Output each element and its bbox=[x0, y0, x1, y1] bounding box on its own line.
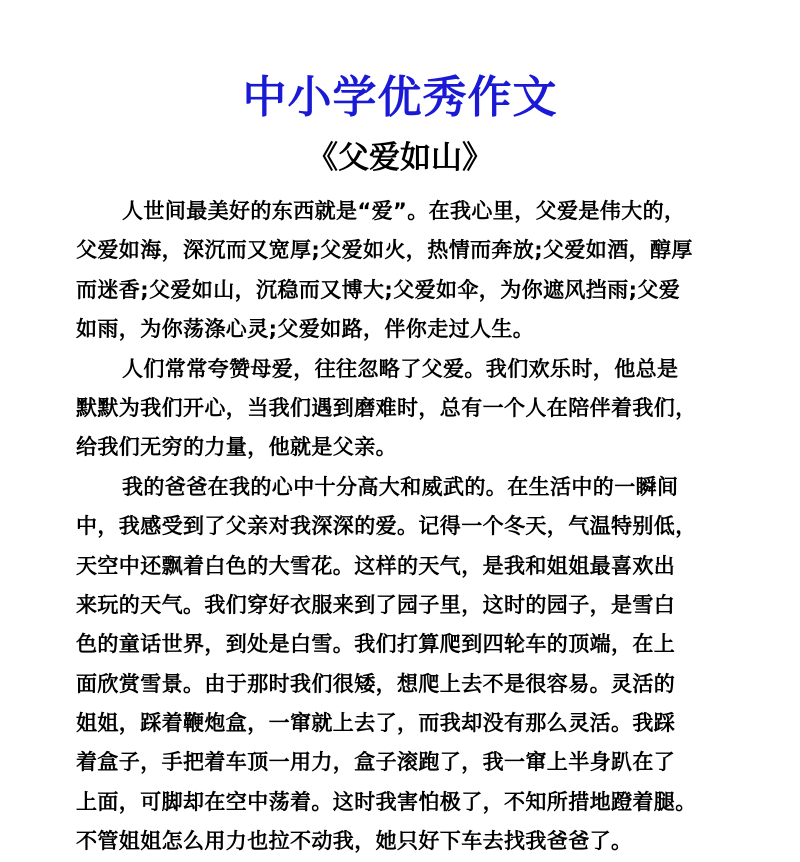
essay-title: 《父爱如山》 bbox=[307, 140, 493, 176]
site-title: 中小学优秀作文 bbox=[242, 72, 558, 123]
paragraph-3-line-8: 着盒子，手把着车顶一用力，盒子滚跑了，我一窜上半身趴在了 bbox=[76, 750, 676, 775]
paragraph-2-line-3: 给我们无穷的力量，他就是父亲。 bbox=[76, 435, 397, 460]
paragraph-1-line-1: 人世间最美好的东西就是“爱”。在我心里，父爱是伟大的， bbox=[122, 199, 686, 223]
paragraph-2-line-1: 人们常常夸赞母爱，往往忽略了父爱。我们欢乐时，他总是 bbox=[122, 356, 679, 381]
essay-body bbox=[76, 192, 736, 862]
paragraph-2-line-2: 默默为我们开心，当我们遇到磨难时，总有一个人在陪伴着我们， bbox=[76, 395, 697, 420]
paragraph-3-line-2: 中，我感受到了父亲对我深深的爱。记得一个冬天，气温特别低， bbox=[76, 514, 697, 539]
paragraph-3-line-3: 天空中还飘着白色的大雪花。这样的天气，是我和姐姐最喜欢出 bbox=[76, 553, 676, 578]
paragraph-3-line-9: 上面，可脚却在空中荡着。这时我害怕极了，不知所措地蹬着腿。 bbox=[76, 789, 697, 814]
paragraph-3-line-10: 不管姐姐怎么用力也拉不动我，她只好下车去找我爸爸了。 bbox=[76, 829, 633, 854]
paragraph-3-line-4: 来玩的天气。我们穿好衣服来到了园子里，这时的园子，是雪白 bbox=[76, 592, 676, 617]
paragraph-3-line-7: 姐姐，踩着鞭炮盒，一窜就上去了，而我却没有那么灵活。我踩 bbox=[76, 711, 676, 736]
paragraph-1-line-2: 父爱如海，深沉而又宽厚;父爱如火，热情而奔放;父爱如酒，醇厚 bbox=[76, 238, 693, 263]
paragraph-3-line-6: 面欣赏雪景。由于那时我们很矮，想爬上去不是很容易。灵活的 bbox=[76, 671, 676, 696]
paragraph-1-line-4: 如雨，为你荡涤心灵;父爱如路，伴你走过人生。 bbox=[76, 317, 535, 342]
paragraph-3-line-1: 我的爸爸在我的心中十分高大和威武的。在生活中的一瞬间 bbox=[122, 474, 679, 499]
paragraph-3-line-5: 色的童话世界，到处是白雪。我们打算爬到四轮车的顶端，在上 bbox=[76, 632, 676, 657]
paragraph-1-line-3: 而迷香;父爱如山，沉稳而又博大;父爱如伞，为你遮风挡雨;父爱 bbox=[76, 277, 681, 302]
